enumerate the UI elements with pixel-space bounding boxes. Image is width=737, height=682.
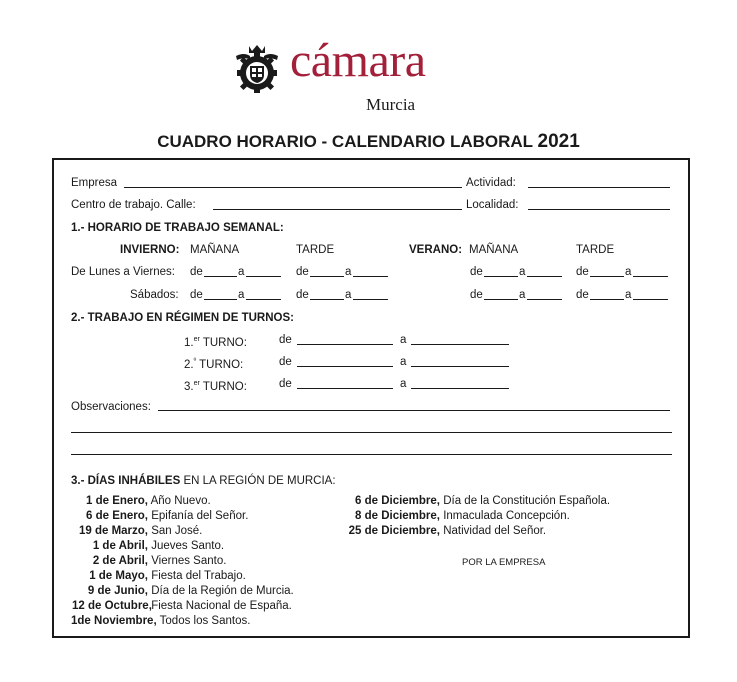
summer-afternoon-to-field[interactable] <box>633 276 668 277</box>
a-label: a <box>238 266 245 278</box>
crest-emblem-icon <box>232 42 282 94</box>
holiday-item: 1 de Enero, Año Nuevo. <box>86 495 211 507</box>
de-label: de <box>279 334 292 346</box>
brand-subtitle: Murcia <box>366 95 416 114</box>
turno-2-to-field[interactable] <box>411 366 509 367</box>
winter-morning-to-field[interactable] <box>246 276 281 277</box>
a-label: a <box>625 289 632 301</box>
localidad-label: Localidad: <box>466 199 519 211</box>
holiday-item: 2 de Abril, Viernes Santo. <box>92 555 227 567</box>
summer-morning-to-field[interactable] <box>527 276 562 277</box>
holiday-item: 12 de Octubre, Fiesta Nacional de España. <box>72 600 292 612</box>
observaciones-field-3[interactable] <box>71 454 672 455</box>
turno-2-label: 2.$^º$ TURNO: <box>184 358 244 371</box>
holiday-item: 1 de Abril, Jueves Santo. <box>92 540 225 552</box>
turno-3-label: 3.$^{er}$ TURNO: <box>184 380 247 393</box>
section3-heading: 3.- DÍAS INHÁBILES EN LA REGIÓN DE MURCIA: <box>71 475 336 487</box>
holiday-item: 1de Noviembre, Todos los Santos. <box>71 615 251 627</box>
de-label: de <box>279 356 292 368</box>
actividad-field[interactable] <box>528 187 670 188</box>
a-label: a <box>519 289 526 301</box>
a-label: a <box>345 266 352 278</box>
brand-name: cámara <box>290 34 426 87</box>
weekdays-label: De Lunes a Viernes: <box>71 266 175 278</box>
section2-heading: 2.- TRABAJO EN RÉGIMEN DE TURNOS: <box>71 312 294 324</box>
de-label: de <box>296 289 309 301</box>
winter-morning-from-field[interactable] <box>204 276 237 277</box>
invierno-manana-label: MAÑANA <box>190 244 240 256</box>
document-title <box>0 131 737 153</box>
sat-summer-morning-to-field[interactable] <box>527 299 562 300</box>
verano-tarde-label: TARDE <box>576 244 615 256</box>
invierno-tarde-label: TARDE <box>296 244 335 256</box>
turno-3-to-field[interactable] <box>411 388 509 389</box>
empresa-label: Empresa <box>71 177 118 189</box>
holiday-item: 6 de Enero, Epifanía del Señor. <box>86 510 249 522</box>
sat-winter-morning-from-field[interactable] <box>204 299 237 300</box>
winter-afternoon-to-field[interactable] <box>353 276 388 277</box>
turno-1-from-field[interactable] <box>297 344 393 345</box>
de-label: de <box>576 289 589 301</box>
empresa-field[interactable] <box>124 187 462 188</box>
turno-1-to-field[interactable] <box>411 344 509 345</box>
centro-field[interactable] <box>213 209 462 210</box>
de-label: de <box>190 266 203 278</box>
sat-summer-morning-from-field[interactable] <box>484 299 518 300</box>
winter-afternoon-from-field[interactable] <box>310 276 344 277</box>
sat-summer-afternoon-to-field[interactable] <box>633 299 668 300</box>
observaciones-field-2[interactable] <box>71 432 672 433</box>
holiday-item: 9 de Junio, Día de la Región de Murcia. <box>87 585 294 597</box>
a-label: a <box>519 266 526 278</box>
signature-label: POR LA EMPRESA <box>462 557 546 568</box>
title-text: CUADRO HORARIO - CALENDARIO LABORAL <box>157 132 533 151</box>
a-label: a <box>238 289 245 301</box>
actividad-label: Actividad: <box>466 177 516 189</box>
a-label: a <box>400 378 407 390</box>
de-label: de <box>190 289 203 301</box>
a-label: a <box>400 356 407 368</box>
title-year: 2021 <box>537 131 580 152</box>
de-label: de <box>470 266 483 278</box>
sat-summer-afternoon-from-field[interactable] <box>590 299 624 300</box>
a-label: a <box>345 289 352 301</box>
turno-1-label: 1.$^{er}$ TURNO: <box>184 336 247 349</box>
a-label: a <box>625 266 632 278</box>
sat-winter-afternoon-to-field[interactable] <box>353 299 388 300</box>
saturdays-label: Sábados: <box>130 289 179 301</box>
de-label: de <box>576 266 589 278</box>
summer-morning-from-field[interactable] <box>484 276 518 277</box>
centro-label: Centro de trabajo. Calle: <box>71 199 196 211</box>
holiday-item: 6 de Diciembre, Día de la Constitución Española. <box>354 495 611 507</box>
holiday-item: 1 de Mayo, Fiesta del Trabajo. <box>89 570 246 582</box>
sat-winter-morning-to-field[interactable] <box>246 299 281 300</box>
invierno-label: INVIERNO: <box>120 244 180 256</box>
summer-afternoon-from-field[interactable] <box>590 276 624 277</box>
turno-3-from-field[interactable] <box>297 388 393 389</box>
a-label: a <box>400 334 407 346</box>
de-label: de <box>279 378 292 390</box>
observaciones-field-1[interactable] <box>158 410 670 411</box>
verano-label: VERANO: <box>409 244 463 256</box>
holiday-item: 25 de Diciembre, Natividad del Señor. <box>348 525 547 537</box>
verano-manana-label: MAÑANA <box>469 244 519 256</box>
signature-area[interactable] <box>420 572 600 627</box>
turno-2-from-field[interactable] <box>297 366 393 367</box>
de-label: de <box>296 266 309 278</box>
localidad-field[interactable] <box>528 209 670 210</box>
holiday-item: 19 de Marzo, San José. <box>78 525 203 537</box>
holiday-item: 8 de Diciembre, Inmaculada Concepción. <box>354 510 570 522</box>
observaciones-label: Observaciones: <box>71 401 151 413</box>
sat-winter-afternoon-from-field[interactable] <box>310 299 344 300</box>
section1-heading: 1.- HORARIO DE TRABAJO SEMANAL: <box>71 222 284 234</box>
de-label: de <box>470 289 483 301</box>
